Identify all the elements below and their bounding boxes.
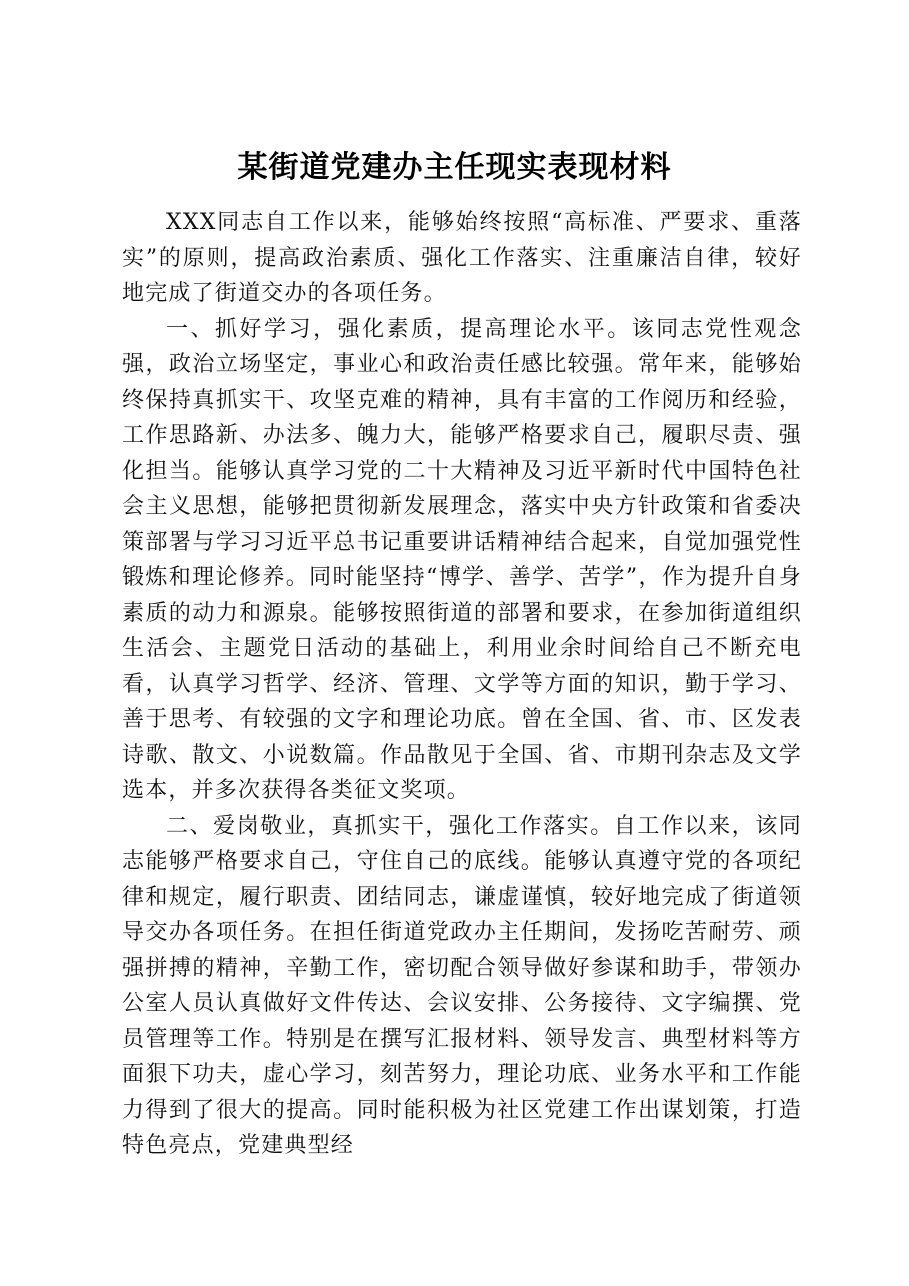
document-body: [122, 205, 802, 1164]
paragraph-study: 一、抓好学习，强化素质，提高理论水平。该同志党性观念强，政治立场坚定，事业心和政治责任感比较强。常年来，能够始终保持真抓实干、攻坚克难的精神，具有丰富的工作阅历和经验，工作思路新、办法多、魄力大，能够严格要求自己，履职尽责、强化担当。能够认真学习党的二十大精神及习近平新时代中国特色社会主义思想，能够把贯彻新发展理念，落实中央方针政策和省委决策部署与学习习近平总书记重要讲话精神结合起来，自觉加强党性锻炼和理论修养。同时能坚持“博学、善学、苦学”，作为提升自身素质的动力和源泉。能够按照街道的部署和要求，在参加街道组织生活会、主题党日活动的基础上，利用业余时间给自己不断充电看，认真学习哲学、经济、管理、文学等方面的知识，勤于学习、善于思考、有较强的文字和理论功底。曾在全国、省、市、区发表诗歌、散文、小说数篇。作品散见于全国、省、市期刊杂志及文学选本，并多次获得各类征文奖项。: [122, 316, 802, 803]
paragraph-intro: XXX同志自工作以来，能够始终按照“高标准、严要求、重落实”的原则，提高政治素质、强化工作落实、注重廉洁自律，较好地完成了街道交办的各项任务。: [122, 210, 802, 306]
paragraph-work: 二、爱岗敬业，真抓实干，强化工作落实。自工作以来，该同志能够严格要求自己，守住自己的底线。能够认真遵守党的各项纪律和规定，履行职责、团结同志，谦虚谨慎，较好地完成了街道领导交办各项任务。在担任街道党政办主任期间，发扬吃苦耐劳、顽强拼搏的精神，辛勤工作，密切配合领导做好参谋和助手，带领办公室人员认真做好文件传达、会议安排、公务接待、文字编撰、党员管理等工作。特别是在撰写汇报材料、领导发言、典型材料等方面狠下功夫，虚心学习，刻苦努力，理论功底、业务水平和工作能力得到了很大的提高。同时能积极为社区党建工作出谋划策，打造特色亮点，党建典型经: [122, 813, 802, 1158]
document-title: 某街道党建办主任现实表现材料: [237, 150, 672, 185]
